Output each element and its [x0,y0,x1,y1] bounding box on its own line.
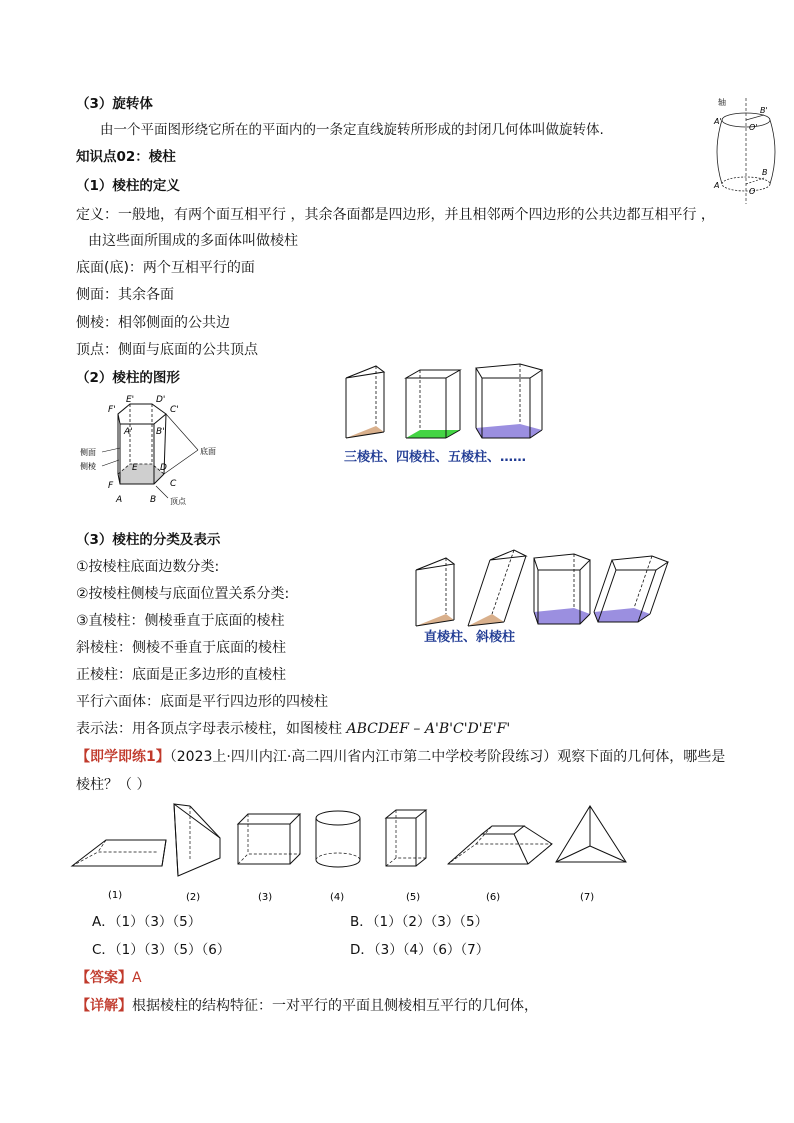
base-definition: 底面(底)：两个互相平行的面 [76,260,255,276]
oblique-triangular-prism-figure [464,548,534,632]
svg-text:B: B [150,495,157,505]
notation-formula: ABCDEF – A'B'C'D'E'F' [346,721,511,737]
right-triangular-prism-figure [412,556,468,632]
rotation-definition: 由一个平面图形绕它所在的平面内的一条定直线旋转所形成的封闭几何体叫做旋转体. [100,122,604,138]
solids-figure-row [68,800,638,910]
svg-text:C': C' [170,405,179,415]
svg-text:A': A' [714,117,722,126]
solid-2 [174,804,220,876]
side-face-label: 侧面 [80,448,96,457]
knowledge-point-heading: 知识点02：棱柱 [76,149,176,165]
solid-1 [72,840,166,866]
pentagonal-prism-figure [472,362,548,444]
prism-definition-heading: （1）棱柱的定义 [76,178,180,194]
solid-4 [316,811,360,867]
solid-label: (3) [258,892,273,903]
rotation-heading: （3）旋转体 [76,96,153,112]
svg-text:F': F' [108,405,116,415]
vertex-label: 顶点 [170,497,186,506]
quadrangular-prism-figure [402,364,466,444]
svg-text:D': D' [156,395,166,405]
option-d[interactable]: D．（3）（4）（6）（7） [350,942,490,958]
svg-text:D: D [160,463,167,473]
exercise-question-line1: 【即学即练1】（2023上·四川内江·高二四川省内江市第二中学校考阶段练习）观察下面的几何体，哪些是 [76,749,726,765]
prism-definition-line1: 定义：一般地，有两个面互相平行 ，其余各面都是四边形，并且相邻两个四边形的公共边都互相平行 ， [76,207,715,223]
option-b[interactable]: B．（1）（2）（3）（5） [350,914,489,930]
solid-label: (4) [330,892,345,903]
answer-value: A [132,970,142,986]
axis-label: 轴 [718,98,726,107]
option-c[interactable]: C．（1）（3）（5）（6） [92,942,231,958]
svg-text:F: F [108,481,114,491]
right-oblique-caption: 直棱柱、斜棱柱 [424,630,516,645]
answer-line [76,968,142,988]
solid-5 [386,810,426,866]
prism-types-caption: 三棱柱、四棱柱、五棱柱、…… [344,450,527,465]
solid-label: (2) [186,892,201,903]
svg-text:C: C [170,479,177,489]
svg-text:A: A [714,181,720,190]
solid-label: (1) [108,890,123,901]
triangular-prism-figure [340,362,400,444]
parallelepiped-definition: 平行六面体：底面是平行四边形的四棱柱 [76,694,328,710]
right-pentagonal-prism-figure [530,554,596,632]
svg-text:O': O' [749,123,758,132]
explanation-line: 【详解】根据棱柱的结构特征：一对平行的平面且侧棱相互平行的几何体， [76,998,538,1014]
option-a[interactable]: A．（1）（3）（5） [92,914,202,930]
answer-tag: 【答案】 [76,970,132,986]
svg-text:E': E' [126,395,135,405]
solid-label: (5) [406,892,421,903]
prism-definition-line2: 由这些面所围成的多面体叫做棱柱 [88,233,298,249]
right-prism-definition: ③直棱柱：侧棱垂直于底面的棱柱 [76,613,285,629]
solid-label: (7) [580,892,595,903]
svg-text:A: A [116,495,123,505]
exercise-question-line2: 棱柱？（ ） [76,777,151,793]
svg-text:O: O [749,187,756,196]
rotation-body-figure [712,92,782,212]
notation-line: 表示法：用各顶点字母表示棱柱，如图棱柱 ABCDEF – A'B'C'D'E'F' [76,721,511,737]
oblique-prism-definition: 斜棱柱：侧棱不垂直于底面的棱柱 [76,640,286,656]
svg-text:B': B' [760,106,768,115]
solid-label: (6) [486,892,501,903]
solid-7 [556,806,626,862]
side-edge-label: 侧棱 [80,462,96,471]
prism-figure-heading: （2）棱柱的图形 [76,370,180,386]
regular-prism-definition: 正棱柱：底面是正多边形的直棱柱 [76,667,286,683]
classify-by-edge: ②按棱柱侧棱与底面位置关系分类: [76,586,290,602]
solid-6 [448,826,552,864]
svg-text:B: B [762,168,768,177]
explanation-tag: 【详解】 [76,998,132,1014]
classify-by-base: ①按棱柱底面边数分类: [76,559,220,575]
lateral-face-definition: 侧面：其余各面 [76,287,174,303]
svg-text:A': A' [124,427,133,437]
vertex-definition: 顶点：侧面与底面的公共顶点 [76,342,258,358]
oblique-pentagonal-prism-figure [592,554,676,632]
base-face-label: 底面 [200,447,216,456]
classification-heading: （3）棱柱的分类及表示 [76,532,221,548]
svg-text:E: E [132,463,138,473]
exercise-tag: 【即学即练1】 [76,749,170,765]
solid-3 [238,814,300,864]
labeled-hexagonal-prism [80,395,240,508]
svg-text:B': B' [156,427,165,437]
lateral-edge-definition: 侧棱：相邻侧面的公共边 [76,315,230,331]
